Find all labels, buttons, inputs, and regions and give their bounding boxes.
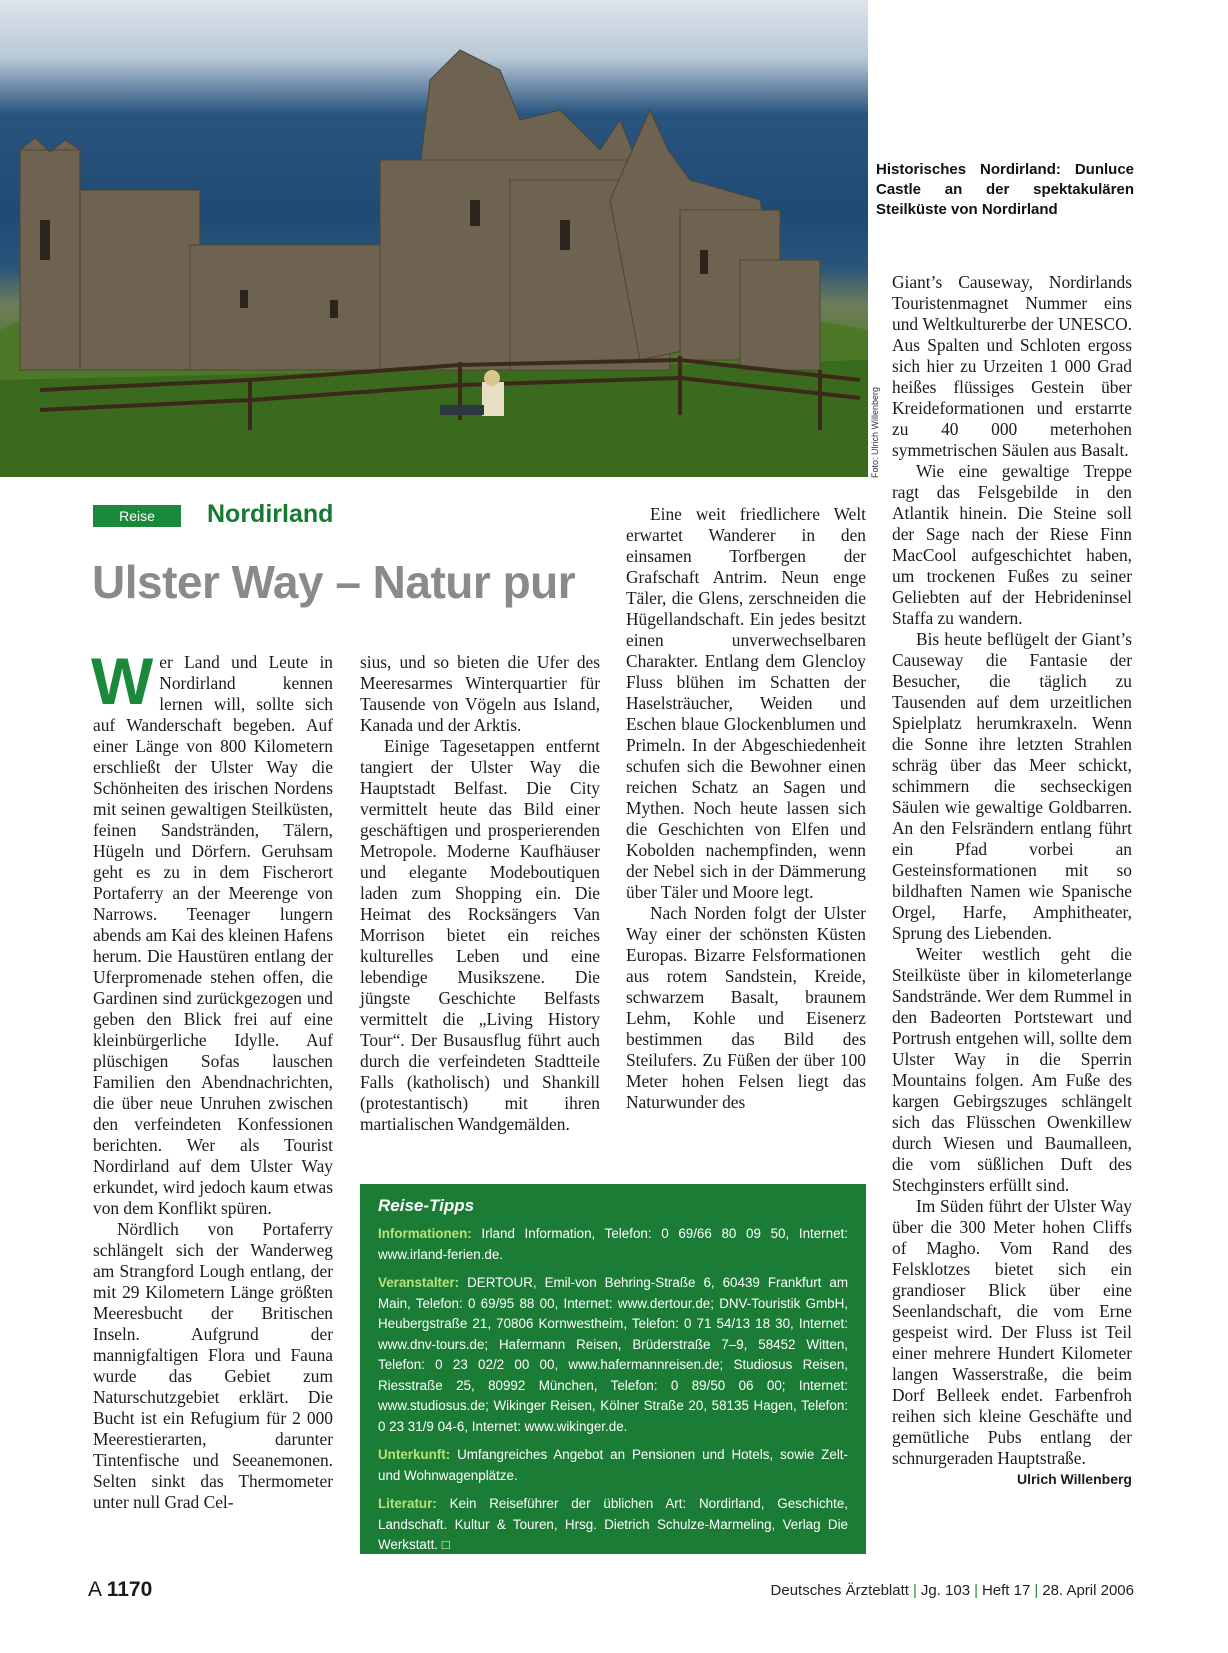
paragraph: Einige Tagesetappen entfernt tangiert der Ulster Way die Hauptstadt Belfast. Die City vermittelt heute das Bild einer geschäftigen und prosperierenden Metropole. Moderne Kaufhäuser und elegante Modeboutiquen laden zum Shopping ein. Die Heimat des Rocksängers Van Morrison bietet ein reiches kulturelles Leben und eine lebendige Musikszene. Die jüngste Geschichte Belfasts vermittelt die „Living History Tour“. Der Busausflug führt auch durch die verfeindeten Stadtteile Falls (katholisch) und Shankill (protestantisch) mit ihren martialischen Wandgemälden.	[360, 736, 600, 1134]
photo-credit: Foto: Ulrich Willenberg	[870, 386, 880, 478]
photo-caption: Historisches Nordirland: Dunluce Castle an der spektakulären Steilküste von Nordirland	[876, 161, 1134, 218]
author-name: Ulrich Willenberg	[1016, 1471, 1132, 1487]
castle-photo	[0, 0, 868, 477]
article-column-1	[91, 644, 334, 1552]
reise-tipps-box	[360, 1184, 866, 1554]
tip-veranstalter: Veranstalter: DERTOUR, Emil-von Behring-Straße 6, 60439 Frankfurt am Main, Telefon: 0 69/95 88 00, Internet: www.dertour.de; DNV-Touristik GmbH, Heubergstraße 21, 70806 Kornwestheim, Telefon: 0 71 54/13 18 30, Internet: www.dnv-tours.de; Hafermann Reisen, Brüderstraße 7–9, 58452 Witten, Telefon: 0 23 02/2 00 00, www.hafermannreisen.de; Studiosus Reisen, Riesstraße 25, 80992 München, Telefon: 0 89/50 06 00; Internet: www.studiosus.de; Wikinger Reisen, Kölner Straße 20, 58135 Hagen, Telefon: 0 23 31/9 04-6, Internet: www.wikinger.de.	[378, 1275, 848, 1434]
article-column-2	[360, 652, 600, 1135]
paragraph: Giant’s Causeway, Nordirlands Touristenmagnet Nummer eins und Weltkulturerbe der UNESCO. Aus Spalten und Schloten ergoss sich hier zu Urzeiten 1 000 Grad heißes flüssiges Gestein über Kreideformationen und erstarrte zu 40 000 meterhohen symmetrischen Säulen aus Basalt.	[892, 272, 1132, 460]
paragraph: Eine weit friedlichere Welt erwartet Wanderer in den einsamen Torfbergen der Grafschaft Antrim. Neun enge Täler, die Glens, zerschneiden die Hügellandschaft. Ein jedes besitzt einen unverwechselbaren Charakter. Entlang dem Glencloy Fluss blühen im Schatten der Haselsträucher, Weiden und Eschen blaue Glockenblumen und Primeln. In der Abgeschiedenheit schufen sich die Bewohner einen reichen Schatz an Sagen und Mythen. Noch heute lassen sich die Geschichten von Elfen und Kobolden nachempfinden, wenn der Nebel sich in der Dämmerung über Täler und Moore legt.	[626, 504, 866, 902]
journal-volume: Jg. 103	[920, 1582, 971, 1599]
section-title: Nordirland	[207, 500, 334, 528]
journal-issue: Heft 17	[981, 1582, 1031, 1599]
paragraph: Bis heute beflügelt der Giant’s Causeway die Fantasie der Besucher, die täglich zu Tausenden auf dem urzeitlichen Spielplatz herumkraxeln. Wenn die Sonne ihre letzten Strahlen schräg über das Meer schickt, schimmern die sechseckigen Säulen wie gewaltige Goldbarren. An den Felsrändern entlang führt ein Pfad vorbei an Gesteinsformationen mit so bildhaften Namen wie Spanische Orgel, Harfe, Amphitheater, Sprung des Liebenden.	[892, 629, 1132, 943]
paragraph: Wer Land und Leute in Nordirland kennen lernen will, sollte sich auf Wanderschaft begeben. Auf einer Länge von 800 Kilometern erschließt der Ulster Way die Schönheiten des irischen Nordens mit seinen gewaltigen Steilküsten, feinen Sandstränden, Tälern, Hügeln und Dörfern. Geruhsam geht es zu in dem Fischerort Portaferry an der Meerenge von Narrows. Teenager lungern abends am Kai des kleinen Hafens herum. Die Haustüren entlang der Uferpromenade stehen offen, die Gardinen sind zurückgezogen und geben den Blick frei auf eine kleinbürgerliche Idylle. Auf plüschigen Sofas lauschen Familien den Abendnachrichten, die über neue Unruhen zwischen den verfeindeten Konfessionen berichten. Wer als Tourist Nordirland auf dem Ulster Way erkundet, wird jedoch kaum etwas von dem Konflikt spüren.	[91, 644, 334, 1218]
journal-info: Deutsches Ärzteblatt | Jg. 103 | Heft 17 | 28. April 2006	[770, 1582, 1134, 1599]
tip-unterkunft: Unterkunft: Umfangreiches Angebot an Pensionen und Hotels, sowie Zelt- und Wohnwagenplätze.	[378, 1447, 848, 1483]
paragraph: Nördlich von Portaferry schlängelt sich der Wanderweg am Strangford Lough entlang, der mit 29 Kilometern Länge größten Meeresbucht der Britischen Inseln. Aufgrund der mannigfaltigen Flora und Fauna wurde das Gebiet zum Naturschutzgebiet erklärt. Die Bucht ist ein Refugium für 2 000 Meerestierarten, darunter Tintenfische und Seeanemonen. Selten sinkt das Thermometer unter null Grad Cel-	[93, 1219, 333, 1512]
section-tag: Reise	[93, 505, 181, 527]
page-number: A 1170	[88, 1578, 153, 1601]
paragraph: Wie eine gewaltige Treppe ragt das Felsgebilde in den Atlantik hinein. Die Steine soll der Sage nach der Riese Finn MacCool aufgeschichtet haben, um trockenen Fußes zu seiner Geliebten auf der Hebrideninsel Staffa zu wandern.	[892, 461, 1132, 628]
tip-informationen: Informationen: Irland Information, Telefon: 0 69/66 80 09 50, Internet: www.irland-ferien.de.	[378, 1226, 848, 1262]
paragraph: Weiter westlich geht die Steilküste über in kilometerlange Sandstrände. Wer dem Rummel in den Badeorten Portstewart und Portrush entgehen will, sollte dem Ulster Way in die Sperrin Mountains folgen. Am Fuße des kargen Gebirgszuges schlängelt sich das Flüsschen Owenkillew durch Wiesen und Baumalleen, die vom süßlichen Duft des Stechginsters erfüllt sind.	[892, 944, 1132, 1195]
paragraph: Im Süden führt der Ulster Way über die 300 Meter hohen Cliffs of Magho. Vom Rand des Felsklotzes bietet sich ein grandioser Blick über eine Seenlandschaft, die vom Erne gespeist wird. Der Fluss ist Teil einer mehrere Hundert Kilometer langen Wasserstraße, die beim Dorf Belleek endet. Farbenfroh reihen sich kleine Geschäfte und gemütliche Pubs entlang der schnurgeraden Hauptstraße. Ulrich Willenberg	[892, 1196, 1132, 1469]
tip-literatur: Literatur: Kein Reiseführer der üblichen Art: Nordirland, Geschichte, Landschaft. Kultur & Touren, Hrsg. Dietrich Schulze-Marmeling, Verlag Die Werkstatt. □	[378, 1496, 848, 1552]
article-headline: Ulster Way – Natur pur	[92, 556, 576, 608]
journal-name: Deutsches Ärzteblatt	[770, 1582, 909, 1599]
journal-date: 28. April 2006	[1042, 1582, 1134, 1599]
reise-tipps-title: Reise-Tipps	[378, 1196, 475, 1215]
article-column-3	[626, 504, 866, 1113]
article-column-4	[892, 272, 1132, 1490]
dunluce-castle-illustration	[0, 0, 868, 477]
drop-cap: W	[91, 644, 154, 718]
paragraph: sius, und so bieten die Ufer des Meeresarmes Winterquartier für Tausende von Vögeln aus Island, Kanada und der Arktis.	[360, 652, 600, 735]
paragraph: Nach Norden folgt der Ulster Way einer der schönsten Küsten Europas. Bizarre Felsformationen aus rotem Sandstein, Kreide, schwarzem Basalt, braunem Lehm, Kohle und Eisenerz bestimmen das Bild des Steilufers. Zu Füßen der über 100 Meter hohen Felsen liegt das Naturwunder des	[626, 903, 866, 1112]
